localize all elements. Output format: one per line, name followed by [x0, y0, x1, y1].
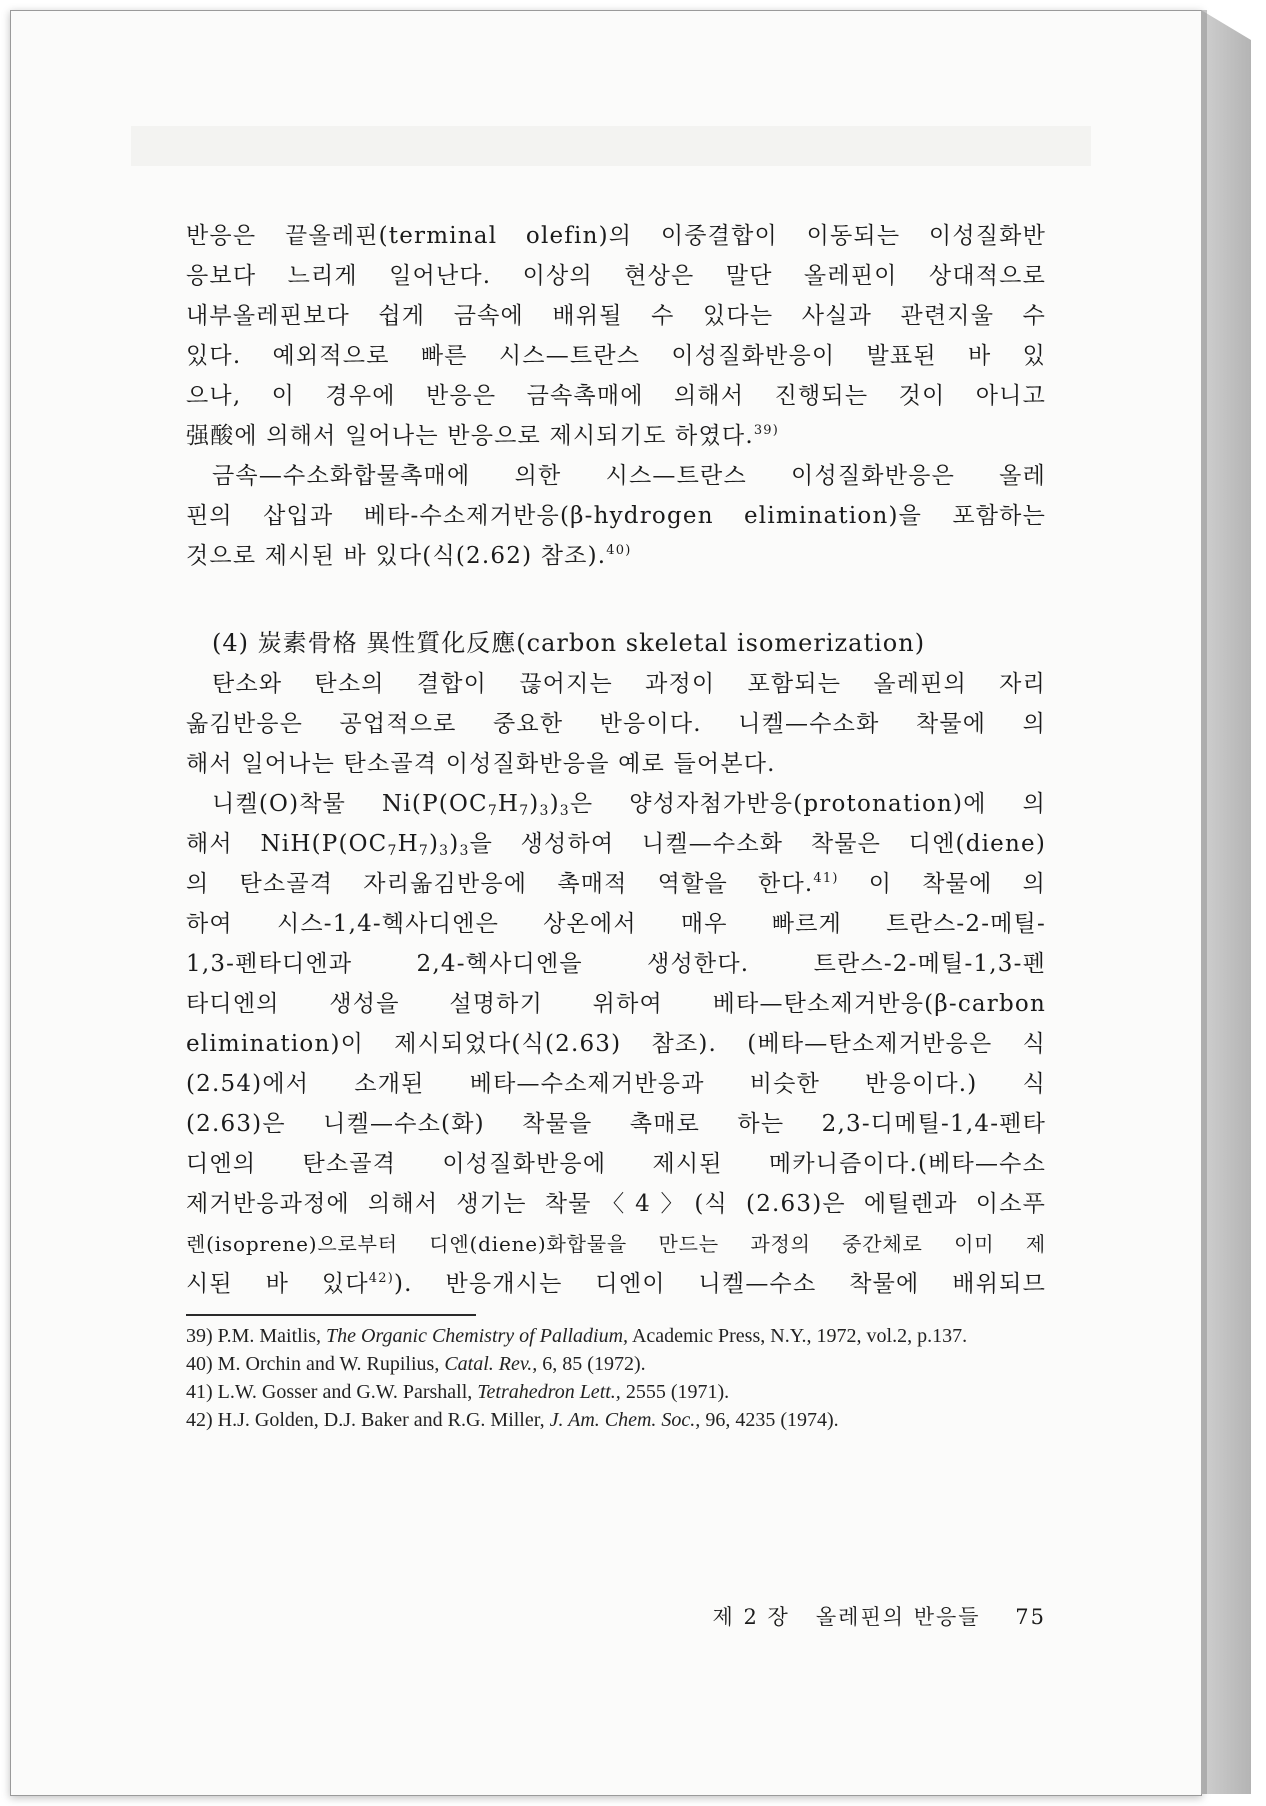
body-line: 것으로 제시된 바 있다(식(2.62) 참조).$^{40)}$ — [186, 543, 632, 569]
body-line: 있다. 예외적으로 빠른 시스—트란스 이성질화반응이 발표된 바 있 — [186, 343, 1046, 369]
section-title-hanja: 炭素骨格 異性質化反應 — [257, 629, 517, 657]
page-thickness-edge — [1201, 10, 1251, 1794]
scan-shading — [131, 126, 1091, 166]
body-line: 1,3-펜타디엔과 2,4-헥사디엔을 생성한다. 트란스-2-메틸-1,3-펜 — [186, 951, 1046, 977]
page-number: 75 — [1015, 1605, 1046, 1629]
footnote-42: 42) H.J. Golden, D.J. Baker and R.G. Miller, J. Am. Chem. Soc., 96, 4235 (1974). — [186, 1409, 839, 1431]
body-line: 强酸에 의해서 일어나는 반응으로 제시되기도 하였다.$^{39)}$ — [186, 423, 780, 449]
footnote-41: 41) L.W. Gosser and G.W. Parshall, Tetrahedron Lett., 2555 (1971). — [186, 1381, 730, 1403]
body-line: 핀의 삽입과 베타-수소제거반응(β-hydrogen elimination)을 포함하는 — [186, 503, 1046, 529]
body-line: 니켈(O)착물 $Ni(P(OC_7H_7)_3)_3$은 양성자첨가반응(protonation)에 의 — [212, 791, 1046, 819]
body-line: 내부올레핀보다 쉽게 금속에 배위될 수 있다는 사실과 관련지울 수 — [186, 303, 1046, 329]
body-line: 으나, 이 경우에 반응은 금속촉매에 의해서 진행되는 것이 아니고 — [186, 383, 1046, 409]
running-footer — [686, 1601, 1046, 1631]
body-line: 금속—수소화합물촉매에 의한 시스—트란스 이성질화반응은 올레 — [212, 463, 1046, 489]
footnote-rule — [186, 1314, 476, 1316]
footnote-ref: 39) — [753, 423, 780, 438]
section-number: (4) — [212, 629, 249, 657]
footnote-40: 40) M. Orchin and W. Rupilius, Catal. Rev., 6, 85 (1972). — [186, 1353, 646, 1375]
footnote-ref: 42) — [368, 1271, 394, 1286]
body-line: 옮김반응은 공업적으로 중요한 반응이다. 니켈—수소화 착물에 의 — [186, 711, 1046, 737]
chapter-title: 올레핀의 반응들 — [815, 1605, 981, 1629]
body-line: 디엔의 탄소골격 이성질화반응에 제시된 메카니즘이다.(베타—수소 — [186, 1151, 1046, 1177]
section-heading — [186, 622, 1046, 664]
body-line: 의 탄소골격 자리옮김반응에 촉매적 역할을 한다.$^{41)}$ 이 착물에 의 — [186, 871, 1046, 897]
section-title-english: (carbon skeletal isomerization) — [516, 629, 926, 657]
body-line: 시된 바 있다$^{42)}$). 반응개시는 디엔이 니켈—수소 착물에 배위되므 — [186, 1271, 1046, 1297]
body-line: 반응은 끝올레핀(terminal olefin)의 이중결합이 이동되는 이성질화반 — [186, 223, 1046, 249]
body-line: (2.54)에서 소개된 베타—수소제거반응과 비슷한 반응이다.) 식 — [186, 1071, 1046, 1097]
page-edge-shadow — [1201, 10, 1207, 1794]
footnote-ref: 41) — [813, 871, 839, 886]
body-line: 탄소와 탄소의 결합이 끊어지는 과정이 포함되는 올레핀의 자리 — [212, 671, 1046, 697]
footnote-ref: 40) — [606, 543, 632, 558]
body-line: 해서 $NiH(P(OC_7H_7)_3)_3$을 생성하여 니켈—수소화 착물은 디엔(diene) — [186, 831, 1046, 859]
footnote-39: 39) P.M. Maitlis, The Organic Chemistry of Palladium, Academic Press, N.Y., 1972, vol.2, p.137. — [186, 1325, 968, 1347]
body-line: 렌(isoprene)으로부터 디엔(diene)화합물을 만드는 과정의 중간체로 이미 제 — [186, 1232, 1046, 1256]
body-line: 하여 시스-1,4-헥사디엔은 상온에서 매우 빠르게 트란스-2-메틸- — [186, 911, 1046, 937]
body-line: 제거반응과정에 의해서 생기는 착물〈4〉(식 (2.63)은 에틸렌과 이소푸 — [186, 1191, 1046, 1217]
body-line: 해서 일어나는 탄소골격 이성질화반응을 예로 들어본다. — [186, 751, 776, 777]
chapter-label: 제 2 장 — [712, 1605, 790, 1629]
body-line: 응보다 느리게 일어난다. 이상의 현상은 말단 올레핀이 상대적으로 — [186, 263, 1046, 289]
body-line: elimination)이 제시되었다(식(2.63) 참조). (베타—탄소제거반응은 식 — [186, 1031, 1046, 1057]
book-page — [10, 10, 1202, 1796]
page-body — [186, 216, 1046, 1434]
body-line: 타디엔의 생성을 설명하기 위하여 베타—탄소제거반응(β-carbon — [186, 991, 1046, 1017]
body-line: (2.63)은 니켈—수소(화) 착물을 촉매로 하는 2,3-디메틸-1,4-펜타 — [186, 1111, 1046, 1137]
